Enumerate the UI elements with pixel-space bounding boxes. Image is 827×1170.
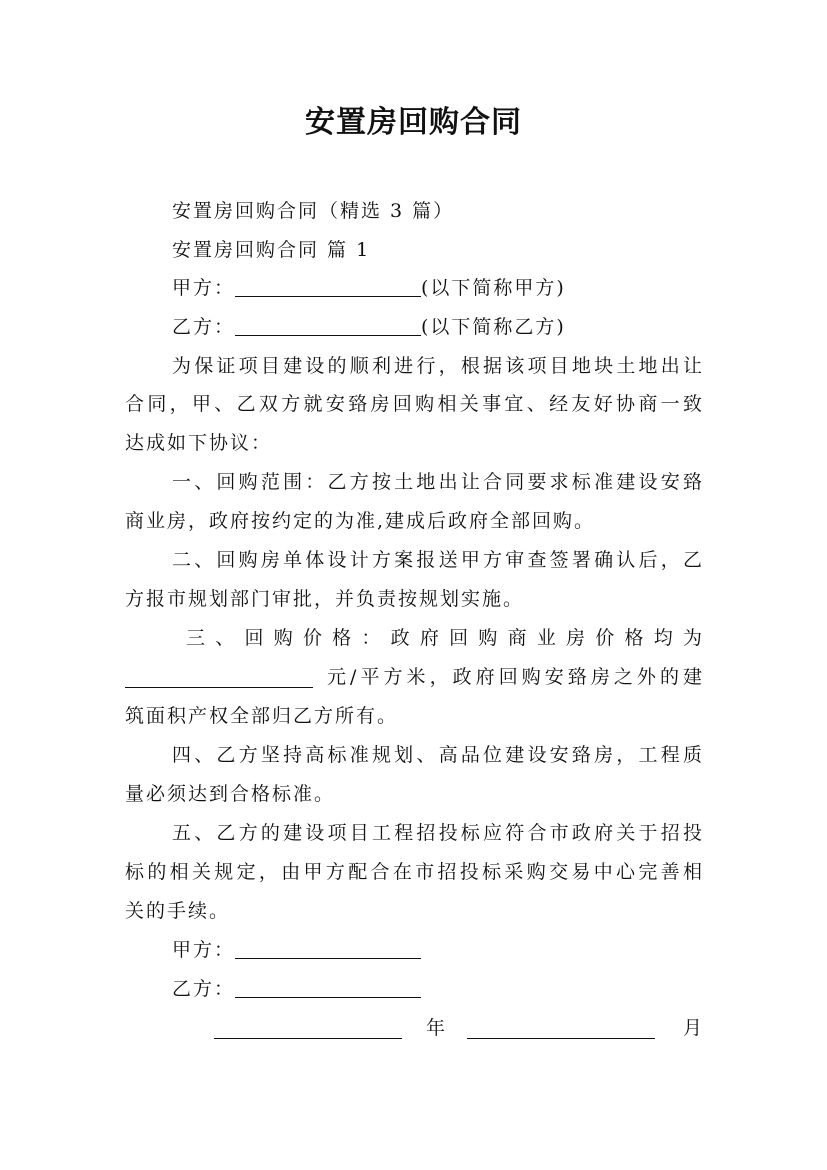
clause3-line-2-text: 元/平方米，政府回购安臵房之外的建 xyxy=(327,666,702,688)
clause3-line-2 xyxy=(125,662,702,692)
clause5-line-3: 关的手续。 xyxy=(125,900,231,922)
party-a-suffix: (以下简称甲方) xyxy=(421,277,566,299)
clause4-line-2: 量必须达到合格标准。 xyxy=(125,783,336,805)
month-blank xyxy=(467,1018,655,1039)
year-label: 年 xyxy=(426,1017,448,1039)
party-a-line xyxy=(172,273,566,303)
clause5-line-2: 标的相关规定，由甲方配合在市招投标采购交易中心完善相 xyxy=(125,861,702,883)
sign-party-a-line xyxy=(172,935,421,965)
month-label: 月 xyxy=(682,1017,702,1039)
intro-line-1: 为保证项目建设的顺利进行，根据该项目地块土地出让 xyxy=(172,355,702,377)
clause2-line-1: 二、回购房单体设计方案报送甲方审查签署确认后，乙 xyxy=(172,549,702,571)
sign-party-b-line xyxy=(172,974,421,1004)
year-blank xyxy=(214,1018,402,1039)
party-b-label: 乙方： xyxy=(172,316,236,338)
clause2-line-2: 方报市规划部门审批，并负责按规划实施。 xyxy=(125,588,525,610)
section-heading: 安置房回购合同 篇 1 xyxy=(172,239,371,261)
sign-party-b-blank xyxy=(235,977,421,998)
clause4-line-1: 四、乙方坚持高标准规划、高品位建设安臵房，工程质 xyxy=(172,744,702,766)
intro-line-3: 达成如下协议： xyxy=(125,432,273,454)
sign-party-a-blank xyxy=(235,938,421,959)
clause3-line-3: 筑面积产权全部归乙方所有。 xyxy=(125,705,399,727)
document-subtitle: 安置房回购合同（精选 3 篇） xyxy=(172,200,455,222)
sign-party-b-label: 乙方： xyxy=(172,978,236,1000)
document-title: 安置房回购合同 xyxy=(305,105,522,140)
intro-line-2: 合同，甲、乙双方就安臵房回购相关事宜、经友好协商一致 xyxy=(125,393,702,415)
clause1-line-1: 一、回购范围：乙方按土地出让合同要求标准建设安臵 xyxy=(172,471,702,493)
party-a-blank xyxy=(235,276,421,297)
party-b-suffix: (以下简称乙方) xyxy=(421,316,566,338)
clause3-line-1: 三、回购价格：政府回购商业房价格均为 xyxy=(186,627,702,649)
price-blank xyxy=(125,667,313,688)
date-line xyxy=(214,1013,702,1043)
party-b-blank xyxy=(235,315,421,336)
sign-party-a-label: 甲方： xyxy=(172,939,236,961)
clause5-line-1: 五、乙方的建设项目工程招投标应符合市政府关于招投 xyxy=(172,822,702,844)
clause1-line-2: 商业房，政府按约定的为准,建成后政府全部回购。 xyxy=(125,510,596,532)
party-b-line xyxy=(172,312,566,342)
party-a-label: 甲方： xyxy=(172,277,236,299)
